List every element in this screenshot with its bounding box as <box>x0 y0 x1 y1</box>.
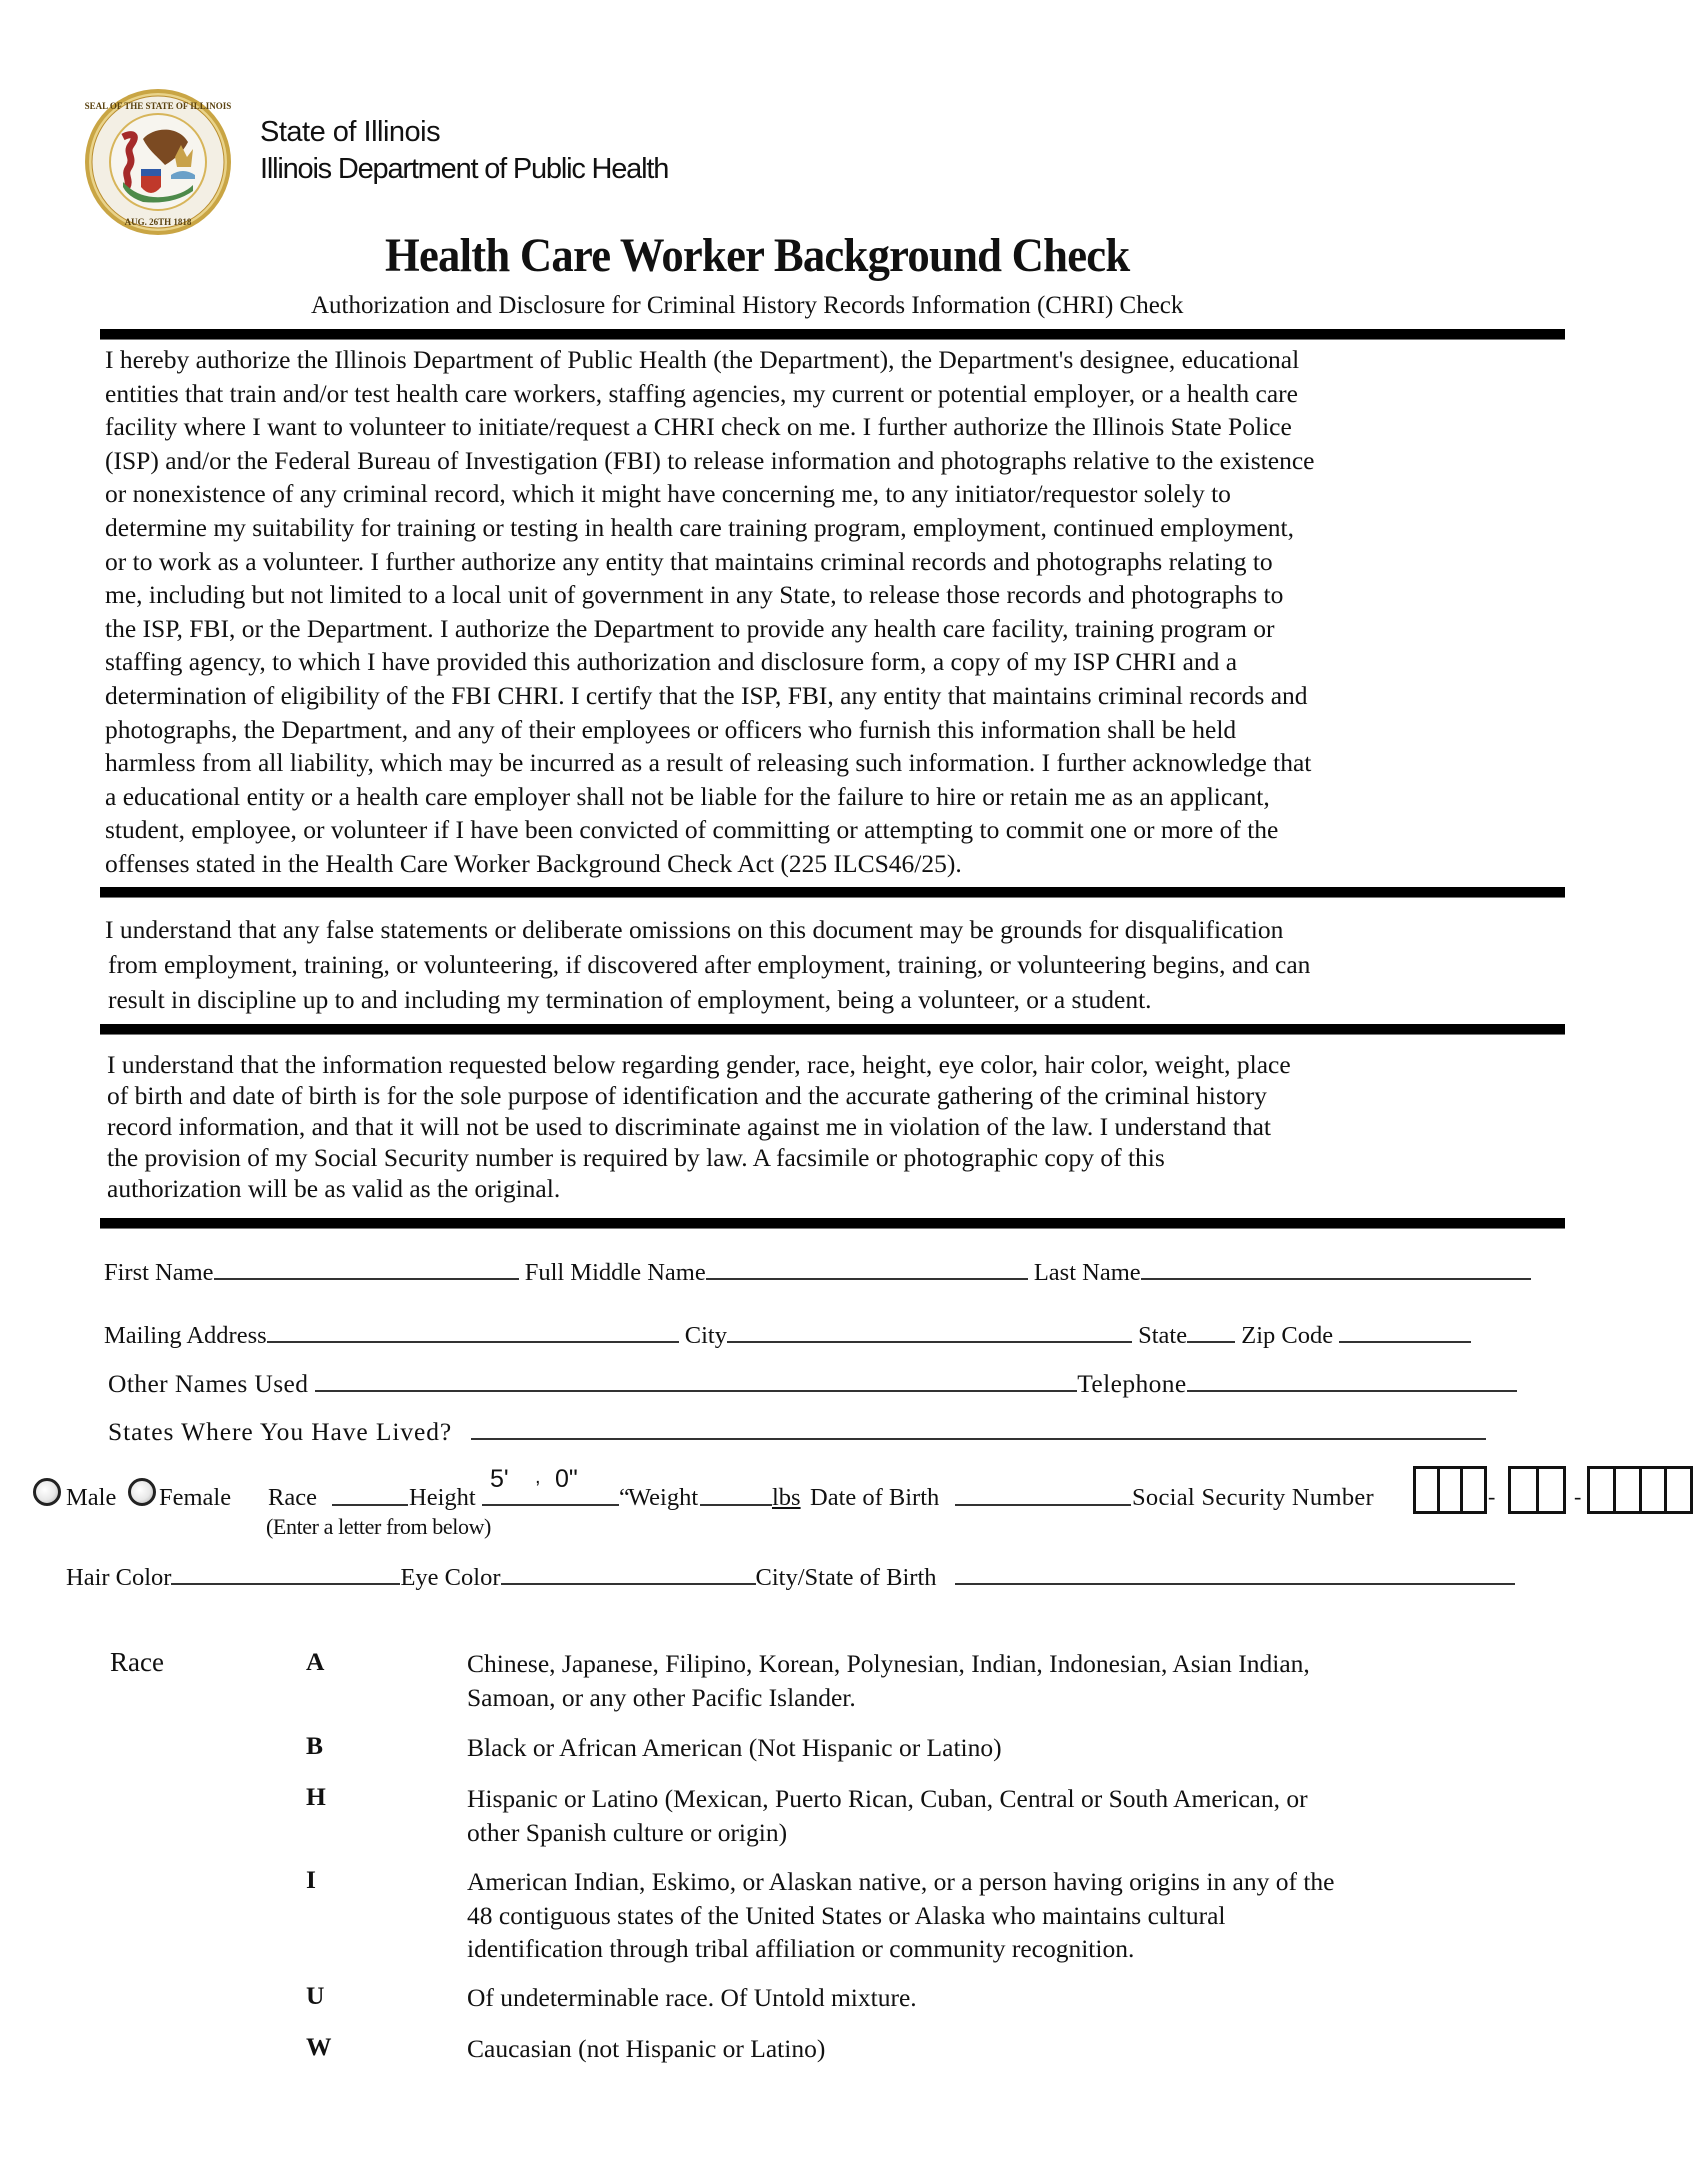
header-state-name: State of Illinois <box>260 116 441 148</box>
eye-color-label: Eye Color <box>400 1564 501 1591</box>
section-divider <box>100 1218 1565 1229</box>
page-subtitle: Authorization and Disclosure for Criminal History Records Information (CHRI) Check <box>311 290 1184 319</box>
name-row <box>104 1258 1531 1287</box>
ssn-digit-box[interactable] <box>1590 1469 1616 1511</box>
birth-place-label: City/State of Birth <box>755 1564 937 1591</box>
state-field[interactable] <box>1187 1321 1235 1343</box>
other-names-row <box>108 1369 1517 1399</box>
race-code-description <box>467 2032 825 2066</box>
race-code-description <box>467 1981 917 2015</box>
race-code-letter: H <box>306 1782 326 1811</box>
states-lived-field[interactable] <box>471 1418 1486 1440</box>
paragraph-line: I understand that the information requested below regarding gender, race, height, eye color, hair color, weight, place <box>107 1050 1291 1079</box>
female-label: Female <box>159 1484 232 1511</box>
first-name-label: First Name <box>104 1259 214 1286</box>
race-label: Race <box>268 1484 317 1511</box>
paragraph-line: determine my suitability for training or testing in health care training program, employment, continued employment, <box>105 512 1294 542</box>
weight-unit: lbs <box>772 1484 801 1511</box>
ssn-digit-box[interactable] <box>1511 1469 1539 1511</box>
description-line: other Spanish culture or origin) <box>467 1817 788 1847</box>
hair-color-field[interactable] <box>171 1563 400 1585</box>
illinois-state-seal <box>83 87 233 237</box>
authorization-paragraph <box>105 343 1314 881</box>
paragraph-line: harmless from all liability, which may be incurred as a result of releasing such information. I further acknowledge that <box>105 748 1312 778</box>
middle-name-field[interactable] <box>706 1258 1028 1280</box>
height-separator: , <box>535 1466 541 1488</box>
paragraph-line: a educational entity or a health care employer shall not be liable for the failure to hire or retain me as an applicant, <box>105 781 1270 811</box>
inches-mark: “ <box>619 1484 630 1511</box>
race-code-description <box>467 1865 1335 1966</box>
ssn-digit-box[interactable] <box>1539 1469 1564 1511</box>
states-lived-row <box>108 1417 1486 1447</box>
male-label: Male <box>66 1484 117 1511</box>
telephone-field[interactable] <box>1187 1370 1517 1392</box>
description-line: Of undeterminable race. Of Untold mixture. <box>467 1983 917 2012</box>
weight-label: Weight <box>628 1484 699 1511</box>
race-legend-title: Race <box>110 1647 164 1677</box>
paragraph-line: the provision of my Social Security number is required by law. A facsimile or photographic copy of this <box>107 1143 1165 1172</box>
paragraph-line: entities that train and/or test health care workers, staffing agencies, my current or potential employer, or a health care <box>105 378 1298 408</box>
height-feet-value: 5' <box>490 1465 509 1493</box>
birth-place-field[interactable] <box>955 1563 1515 1585</box>
last-name-label: Last Name <box>1033 1259 1141 1286</box>
telephone-label: Telephone <box>1077 1369 1187 1398</box>
paragraph-line: from employment, training, or volunteering, if discovered after employment, training, or volunteering begins, and can <box>108 950 1311 979</box>
paragraph-line: photographs, the Department, and any of their employees or officers who furnish this information shall be held <box>105 714 1237 744</box>
paragraph-line: record information, and that it will not be used to discriminate against me in violation of the law. I understand that <box>107 1112 1271 1141</box>
description-line: Samoan, or any other Pacific Islander. <box>467 1682 856 1712</box>
description-line: Chinese, Japanese, Filipino, Korean, Polynesian, Indian, Indonesian, Asian Indian, <box>467 1649 1310 1678</box>
ssn-serial-number[interactable] <box>1587 1466 1693 1514</box>
paragraph-line: staffing agency, to which I have provided this authorization and disclosure form, a copy of my ISP CHRI and a <box>105 647 1238 677</box>
ssn-digit-box[interactable] <box>1416 1469 1440 1511</box>
race-code-description <box>467 1782 1308 1849</box>
paragraph-line: or to work as a volunteer. I further authorize any entity that maintains criminal records and photographs relating to <box>105 546 1273 576</box>
race-field-wrap <box>332 1484 408 1513</box>
mailing-address-label: Mailing Address <box>104 1322 267 1349</box>
appearance-row <box>66 1563 1515 1592</box>
dob-label: Date of Birth <box>810 1484 940 1511</box>
description-line: American Indian, Eskimo, or Alaskan native, or a person having origins in any of the <box>467 1867 1335 1896</box>
weight-field[interactable] <box>700 1484 772 1506</box>
paragraph-line: I hereby authorize the Illinois Department of Public Health (the Department), the Department's designee, educational <box>105 345 1300 374</box>
ssn-area-number[interactable] <box>1413 1466 1487 1514</box>
ssn-digit-box[interactable] <box>1440 1469 1464 1511</box>
ssn-digit-box[interactable] <box>1616 1469 1642 1511</box>
paragraph-line: me, including but not limited to a local unit of government in any State, to release those records and photographs to <box>105 580 1284 610</box>
race-code-letter: W <box>306 2032 332 2061</box>
other-names-label: Other Names Used <box>108 1369 309 1398</box>
paragraph-line: of birth and date of birth is for the sole purpose of identification and the accurate gathering of the criminal history <box>107 1081 1267 1110</box>
dob-field[interactable] <box>955 1484 1131 1506</box>
height-label: Height <box>409 1484 476 1511</box>
other-names-field[interactable] <box>315 1370 1077 1392</box>
city-field[interactable] <box>727 1321 1132 1343</box>
male-radio[interactable] <box>33 1478 61 1506</box>
description-line: Black or African American (Not Hispanic or Latino) <box>467 1733 1002 1762</box>
hair-color-label: Hair Color <box>66 1564 172 1591</box>
middle-name-label: Full Middle Name <box>524 1259 706 1286</box>
female-radio[interactable] <box>128 1478 156 1506</box>
city-label: City <box>684 1322 727 1349</box>
first-name-field[interactable] <box>214 1258 519 1280</box>
mailing-address-field[interactable] <box>267 1321 679 1343</box>
zip-code-label: Zip Code <box>1241 1322 1334 1349</box>
ssn-digit-box[interactable] <box>1463 1469 1484 1511</box>
paragraph-line: offenses stated in the Health Care Worker Background Check Act (225 ILCS46/25). <box>105 848 962 878</box>
paragraph-line: the ISP, FBI, or the Department. I authorize the Department to provide any health care facility, training program or <box>105 613 1275 643</box>
race-code-description <box>467 1731 1002 1765</box>
states-lived-label: States Where You Have Lived? <box>108 1417 453 1446</box>
false-statements-paragraph <box>105 912 1310 1017</box>
paragraph-line: result in discipline up to and including my termination of employment, being a volunteer, or a student. <box>108 985 1152 1014</box>
description-line: Caucasian (not Hispanic or Latino) <box>467 2034 826 2063</box>
ssn-digit-box[interactable] <box>1642 1469 1668 1511</box>
description-line: Hispanic or Latino (Mexican, Puerto Rican, Cuban, Central or South American, or <box>467 1784 1308 1813</box>
section-divider <box>100 1024 1565 1035</box>
description-line: identification through tribal affiliation or community recognition. <box>467 1934 1135 1963</box>
race-field[interactable] <box>332 1484 408 1506</box>
section-divider <box>100 329 1565 340</box>
paragraph-line: student, employee, or volunteer if I have been convicted of committing or attempting to commit one or more of the <box>105 815 1279 845</box>
page-title: Health Care Worker Background Check <box>385 229 1130 282</box>
race-code-letter: B <box>306 1731 324 1760</box>
svg-text:AUG. 26TH 1818: AUG. 26TH 1818 <box>124 217 192 227</box>
ssn-digit-box[interactable] <box>1667 1469 1690 1511</box>
dob-field-wrap <box>955 1484 1131 1513</box>
paragraph-line: or nonexistence of any criminal record, which it might have concerning me, to any initiator/requestor solely to <box>105 479 1231 509</box>
section-divider <box>100 887 1565 898</box>
paragraph-line: (ISP) and/or the Federal Bureau of Investigation (FBI) to release information and photographs relative to the existence <box>105 445 1315 475</box>
paragraph-line: I understand that any false statements or deliberate omissions on this document may be grounds for disqualification <box>105 915 1284 944</box>
paragraph-line: determination of eligibility of the FBI CHRI. I certify that the ISP, FBI, any entity that maintains criminal records and <box>105 680 1308 710</box>
paragraph-line: authorization will be as valid as the original. <box>107 1174 561 1203</box>
ssn-separator: - <box>1488 1484 1496 1509</box>
race-hint: (Enter a letter from below) <box>266 1514 491 1539</box>
address-row <box>104 1321 1471 1350</box>
race-code-letter: U <box>306 1981 325 2010</box>
zip-code-field[interactable] <box>1339 1321 1471 1343</box>
ssn-label: Social Security Number <box>1132 1484 1375 1511</box>
paragraph-line: facility where I want to volunteer to initiate/request a CHRI check on me. I further authorize the Illinois State Police <box>105 412 1292 442</box>
race-code-letter: I <box>306 1865 316 1894</box>
height-inches-value: 0" <box>555 1465 578 1493</box>
race-code-letter: A <box>306 1647 325 1676</box>
race-code-description <box>467 1647 1310 1714</box>
last-name-field[interactable] <box>1141 1258 1531 1280</box>
weight-field-wrap <box>700 1484 772 1513</box>
state-label: State <box>1138 1322 1188 1349</box>
header-department-name: Illinois Department of Public Health <box>260 153 669 185</box>
ssn-group-number[interactable] <box>1508 1466 1566 1514</box>
ssn-separator: - <box>1574 1484 1582 1509</box>
identification-paragraph <box>107 1049 1291 1204</box>
eye-color-field[interactable] <box>501 1563 756 1585</box>
description-line: 48 contiguous states of the United States or Alaska who maintains cultural <box>467 1900 1226 1930</box>
svg-text:SEAL OF THE STATE OF ILLINOIS: SEAL OF THE STATE OF ILLINOIS <box>84 101 232 111</box>
